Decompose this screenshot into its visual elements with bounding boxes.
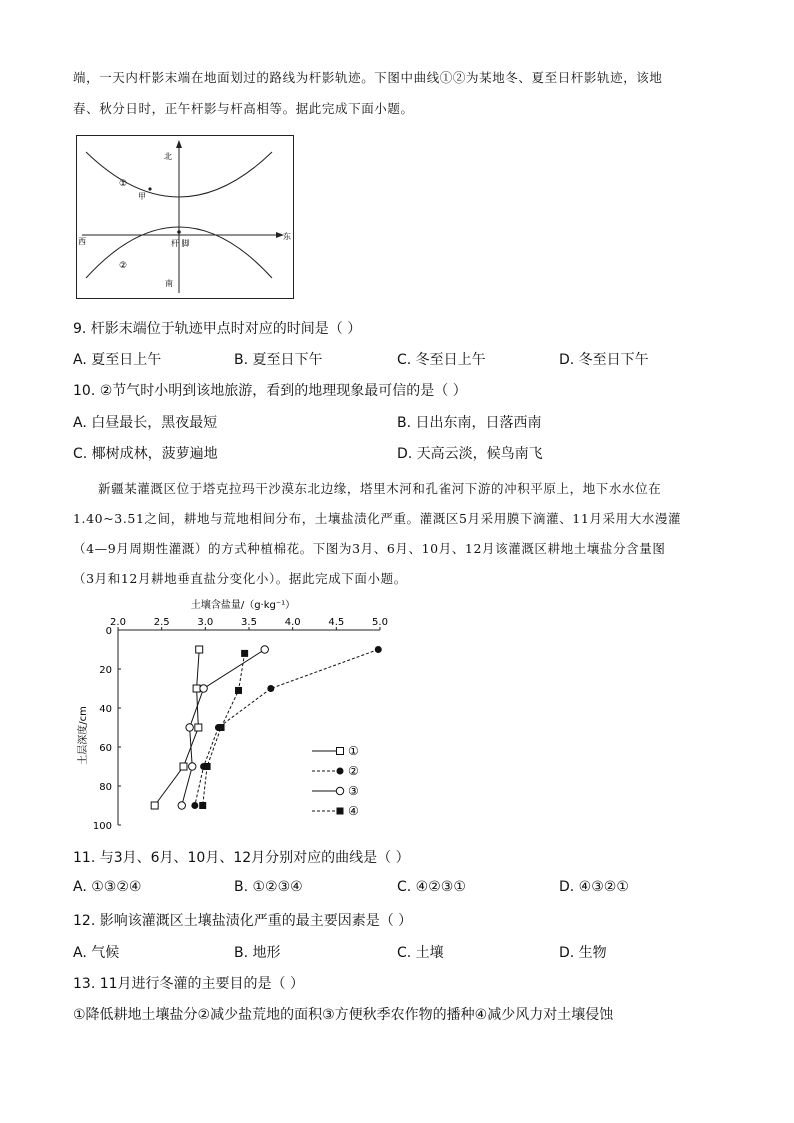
legend-label-2: ②	[348, 764, 359, 778]
south-label: 南	[165, 279, 173, 288]
series-1-point	[151, 802, 158, 809]
q10-option-b[interactable]: B. 日出东南，日落西南	[397, 415, 542, 431]
q12-option-c[interactable]: C. 土壤	[397, 945, 444, 961]
shadow-trajectory-figure	[76, 135, 294, 300]
series-3-point	[200, 685, 207, 692]
q11-option-d[interactable]: D. ④③②①	[559, 879, 629, 895]
series-4-point	[241, 650, 248, 657]
series-2-point	[375, 646, 382, 653]
curve2-label: ②	[119, 261, 128, 271]
x-tick-label: 3.0	[197, 617, 214, 628]
q10-option-c[interactable]: C. 椰树成林，菠萝遍地	[73, 446, 218, 462]
q12-option-b[interactable]: B. 地形	[234, 945, 281, 961]
x-axis-title: 土壤含盐量/（g·kg⁻¹）	[190, 600, 296, 611]
q12-option-a[interactable]: A. 气候	[73, 945, 120, 961]
question-13: 13. 11月进行冬灌的主要目的是（ ）	[73, 976, 304, 992]
intro-line: 春、秋分日时，正午杆影与杆高相等。据此完成下面小题。	[73, 101, 414, 116]
y-tick-label: 100	[92, 821, 112, 832]
series-2-point	[191, 802, 198, 809]
x-tick-label: 4.5	[328, 617, 345, 628]
x-tick-label: 2.0	[110, 617, 126, 628]
q9-option-a[interactable]: A. 夏至日上午	[73, 352, 162, 368]
y-tick-label: 60	[99, 743, 112, 754]
point-jia-label: 甲	[138, 192, 146, 201]
y-tick-label: 0	[105, 626, 112, 637]
intro-line: （4—9月周期性灌溉）的方式种植棉花。下图为3月、6月、10月、12月该灌溉区耕地土壤盐分含量图	[73, 541, 666, 556]
y-tick-label: 80	[99, 782, 112, 793]
series-2-point	[267, 685, 274, 692]
q9-option-b[interactable]: B. 夏至日下午	[234, 352, 323, 368]
q10-option-d[interactable]: D. 天高云淡，候鸟南飞	[397, 446, 543, 462]
series-4-point	[199, 802, 206, 809]
series-1-point	[195, 724, 202, 731]
q10-option-a[interactable]: A. 白昼最长，黑夜最短	[73, 415, 218, 431]
series-1-point	[193, 685, 200, 692]
q13-statements: ①降低耕地土壤盐分②减少盐荒地的面积③方便秋季农作物的播种④减少风力对土壤侵蚀	[73, 1007, 614, 1023]
q12-option-d[interactable]: D. 生物	[559, 945, 607, 961]
legend-marker-3	[336, 787, 343, 794]
question-9: 9. 杆影末端位于轨迹甲点时对应的时间是（ ）	[73, 321, 362, 337]
legend-marker-4	[337, 808, 344, 815]
series-3-point	[261, 646, 268, 653]
legend-marker-2	[337, 768, 344, 775]
legend-label-3: ③	[348, 784, 359, 798]
intro-line: （3月和12月耕地垂直盐分变化小）。据此完成下面小题。	[73, 571, 407, 586]
question-11: 11. 与3月、6月、10月、12月分别对应的曲线是（ ）	[73, 850, 410, 866]
q9-option-d[interactable]: D. 冬至日下午	[559, 352, 649, 368]
x-tick-label: 2.5	[153, 617, 170, 628]
x-tick-label: 3.5	[241, 617, 257, 628]
series-4-point	[235, 687, 242, 694]
q11-option-a[interactable]: A. ①③②④	[73, 879, 142, 895]
series-4-point	[218, 724, 225, 731]
x-tick-label: 4.0	[284, 617, 301, 628]
series-1-point	[196, 646, 203, 653]
y-axis-title: 土层深度/cm	[78, 706, 89, 765]
legend-label-1: ①	[348, 744, 359, 758]
q9-option-c[interactable]: C. 冬至日上午	[397, 352, 486, 368]
series-3-point	[186, 724, 193, 731]
intro-line: 1.40~3.51之间，耕地与荒地相间分布，土壤盐渍化严重。灌溉区5月采用膜下滴灌、11月采用大水漫灌	[73, 511, 682, 526]
question-10: 10. ②节气时小明到该地旅游，看到的地理现象最可信的是（ ）	[73, 383, 467, 399]
north-label: 北	[164, 152, 172, 161]
series-1-point	[180, 763, 187, 770]
series-4-point	[204, 763, 211, 770]
pole-foot-label: 杆 脚	[171, 239, 190, 248]
curve1-label: ①	[119, 179, 128, 189]
x-tick-label: 5.0	[372, 617, 388, 628]
east-label: 东	[283, 232, 291, 241]
series-3-point	[178, 802, 185, 809]
y-tick-label: 40	[99, 704, 112, 715]
series-3-point	[189, 763, 196, 770]
intro-line: 端，一天内杆影末端在地面划过的路线为杆影轨迹。下图中曲线①②为某地冬、夏至日杆影轨迹，该地	[73, 70, 663, 85]
legend-marker-1	[337, 748, 344, 755]
y-tick-label: 20	[99, 665, 112, 676]
soil-salt-chart	[72, 596, 402, 836]
west-label: 西	[78, 237, 86, 246]
q11-option-b[interactable]: B. ①②③④	[234, 879, 303, 895]
question-12: 12. 影响该灌溉区土壤盐渍化严重的最主要因素是（ ）	[73, 913, 413, 929]
intro-line: 新疆某灌溉区位于塔克拉玛干沙漠东北边缘，塔里木河和孔雀河下游的冲积平原上，地下水水位在	[98, 481, 662, 496]
q11-option-c[interactable]: C. ④②③①	[397, 879, 466, 895]
legend-label-4: ④	[348, 804, 359, 818]
